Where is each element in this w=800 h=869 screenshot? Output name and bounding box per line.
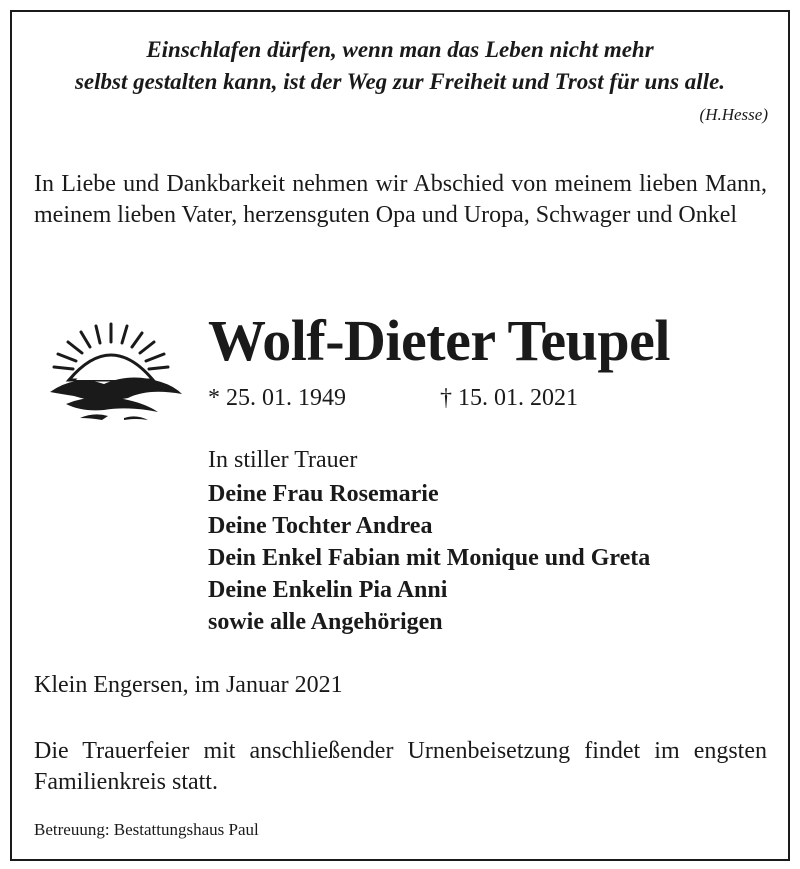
mourner: Dein Enkel Fabian mit Monique und Greta: [208, 545, 651, 571]
intro-text: In Liebe und Dankbarkeit nehmen wir Abschied von meinem lieben Mann, meinem lieben Vater, herzensguten Opa und Uropa, Schwager und Onkel: [34, 171, 767, 228]
quote-line: Einschlafen dürfen, wenn man das Leben nicht mehr: [146, 37, 654, 62]
birth-date: * 25. 01. 1949: [208, 385, 346, 411]
quote-line: selbst gestalten kann, ist der Weg zur Freiheit und Trost für uns alle.: [74, 69, 726, 94]
funeral-home-credit: Betreuung: Bestattungshaus Paul: [34, 820, 259, 839]
quote-attribution: (H.Hesse): [699, 105, 768, 124]
deceased-name: Wolf-Dieter Teupel: [208, 308, 670, 373]
mourning-heading: In stiller Trauer: [208, 447, 358, 473]
place-and-date: Klein Engersen, im Januar 2021: [34, 672, 343, 698]
mourner: Deine Frau Rosemarie: [208, 481, 439, 507]
sunset-over-hills-icon: [36, 312, 186, 427]
death-date: † 15. 01. 2021: [440, 385, 578, 411]
mourners-list: [208, 478, 650, 638]
mourner: Deine Enkelin Pia Anni: [208, 577, 448, 603]
mourner: Deine Tochter Andrea: [208, 513, 433, 539]
hesse-quote: [12, 34, 788, 98]
mourner: sowie alle Angehörigen: [208, 609, 443, 635]
obituary-notice: [10, 10, 790, 861]
ceremony-info: Die Trauerfeier mit anschließender Urnenbeisetzung findet im engsten Familienkreis statt.: [34, 738, 767, 795]
